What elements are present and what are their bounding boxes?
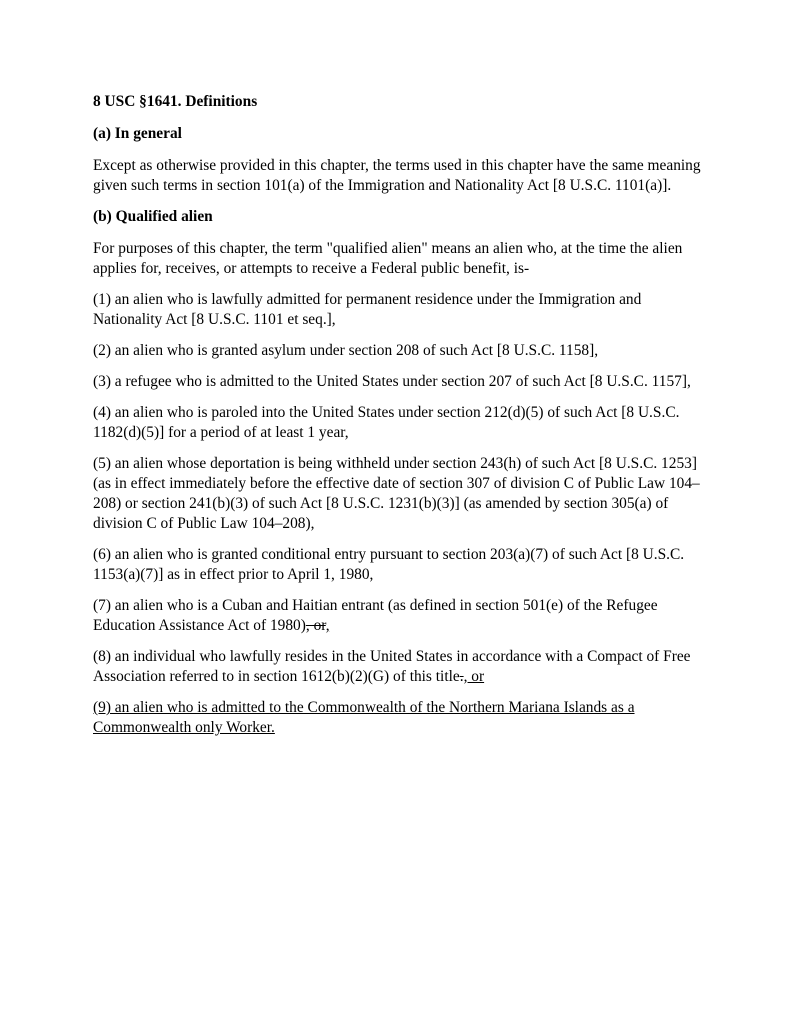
section-b-heading: (b) Qualified alien: [93, 208, 213, 225]
list-item-8-text: (8) an individual who lawfully resides in the United States in accordance with a Compact of Free Association referred to in section 1612(b)(2)(G) of this title: [93, 648, 691, 685]
section-b-intro: For purposes of this chapter, the term "qualified alien" means an alien who, at the time the alien applies for, receives, or attempts to receive a Federal public benefit, is-: [93, 240, 683, 277]
list-item-9: [93, 698, 705, 738]
document-page: [93, 92, 705, 749]
list-item-7-inserted-text: ,: [325, 617, 330, 634]
list-item-6: (6) an alien who is granted conditional entry pursuant to section 203(a)(7) of such Act [8 U.S.C. 1153(a)(7)] as in effect prior to April 1, 1980,: [93, 546, 685, 583]
list-item-7: [93, 596, 705, 636]
section-a-body: Except as otherwise provided in this chapter, the terms used in this chapter have the same meaning given such terms in section 101(a) of the Immigration and Nationality Act [8 U.S.C. 1101(a)].: [93, 157, 701, 194]
section-a-heading: (a) In general: [93, 125, 182, 142]
list-item-7-text: (7) an alien who is a Cuban and Haitian entrant (as defined in section 501(e) of the Refugee Education Assistance Act of 1980): [93, 597, 658, 634]
list-item-8-inserted-text: , or: [463, 668, 485, 685]
document-title: 8 USC §1641. Definitions: [93, 93, 258, 110]
list-item-8: [93, 647, 705, 687]
list-item-5: (5) an alien whose deportation is being withheld under section 243(h) of such Act [8 U.S.C. 1253] (as in effect immediately before the effective date of section 307 of division C of Public Law 104–208) or section 241(b)(3) of such Act [8 U.S.C. 1231(b)(3)] (as amended by section 305(a) of division C of Public Law 104–208),: [93, 455, 700, 532]
list-item-9-inserted-text: (9) an alien who is admitted to the Commonwealth of the Northern Mariana Islands as a Commonwealth only Worker.: [93, 699, 635, 736]
list-item-2: (2) an alien who is granted asylum under section 208 of such Act [8 U.S.C. 1158],: [93, 342, 599, 359]
list-item-8-deleted-text: .: [459, 668, 464, 685]
list-item-3: (3) a refugee who is admitted to the United States under section 207 of such Act [8 U.S.C. 1157],: [93, 373, 691, 390]
list-item-7-deleted-text: , or: [305, 617, 326, 634]
list-item-4: (4) an alien who is paroled into the United States under section 212(d)(5) of such Act [8 U.S.C. 1182(d)(5)] for a period of at least 1 year,: [93, 404, 680, 441]
list-item-1: (1) an alien who is lawfully admitted for permanent residence under the Immigration and Nationality Act [8 U.S.C. 1101 et seq.],: [93, 291, 642, 328]
